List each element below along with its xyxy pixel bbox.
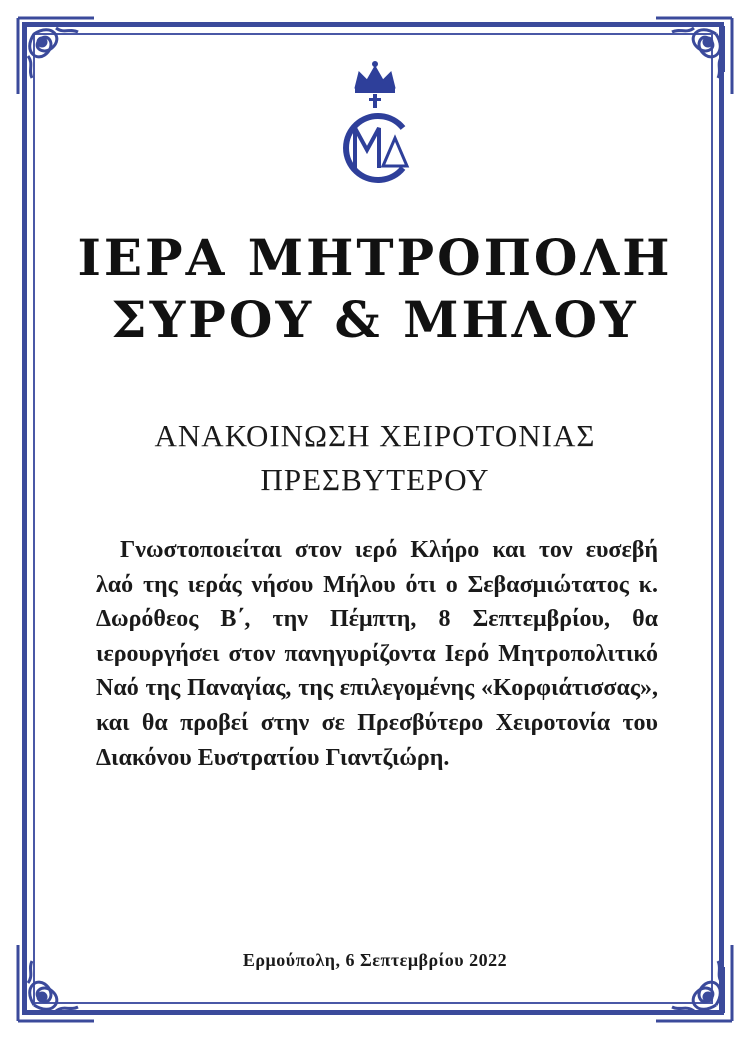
corner-ornament-icon [650,12,738,100]
dateline: Ερμούπολη, 6 Σεπτεμβρίου 2022 [242,950,508,970]
title-line-1: ΙΕΡΑ ΜΗΤΡΟΠΟΛΗ [77,228,673,287]
metropolis-monogram-crown-icon [325,58,425,190]
title-line-2: ΣΥΡΟΥ & ΜΗΛΟΥ [111,290,639,349]
announcement-body: Γνωστοποιείται στον ιερό Κλήρο και τον ευσεβή λαό της ιεράς νήσου Μήλου ότι ο Σεβασμιώτατος κ. Δωρόθεος Β΄, την Πέμπτη, 8 Σεπτεμβρίου, θα ιερουργήσει στον πανηγυρίζοντα Ιερό Μητροπολιτικό Ναό της Παναγίας, της επιλεγομένης «Κορφιάτισσας», και θα προβεί στην σε Πρεσβύτερο Χειροτονία του Διακόνου Ευστρατίου Γιαντζιώρη. [96,537,658,771]
announcement-heading-line-1: ΑΝΑΚΟΙΝΩΣΗ ΧΕΙΡΟΤΟΝΙΑΣ [154,418,596,453]
corner-ornament-icon [12,12,100,100]
announcement-heading-line-2: ΠΡΕΣΒΥΤΕΡΟΥ [260,462,490,497]
